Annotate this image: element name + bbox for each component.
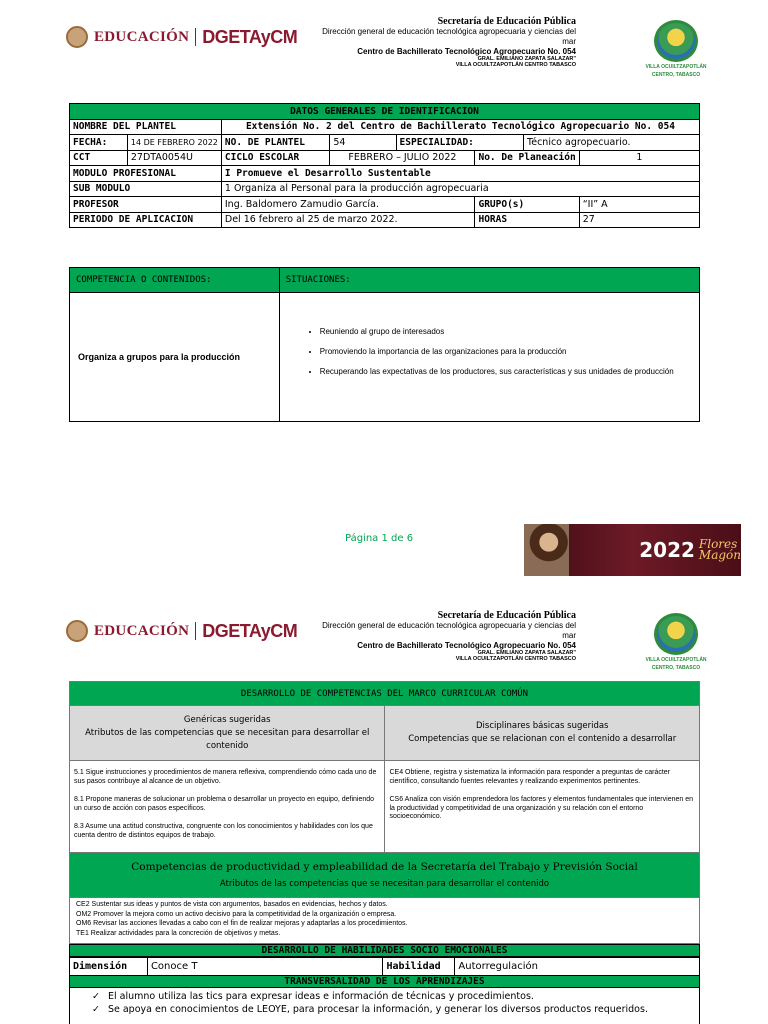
cct-label: CCT [70,150,128,166]
especialidad-label: ESPECIALIDAD: [396,135,524,151]
cct-value: 27DTA0054U [127,150,221,166]
productividad-subtitle: Atributos de las competencias que se necesitan para desarrollar el contenido [219,879,550,889]
nombre-value: Extensión No. 2 del Centro de Bachillerato Tecnológico Agropecuario No. 054 [221,119,699,135]
situaciones-list [280,327,699,377]
header-general: GRAL. EMILIANO ZAPATA SALAZAR" [477,56,576,62]
disciplinar-item: CE4 Obtiene, registra y sistematiza la información para responder a preguntas de carácter científico, consultando fuentes relevantes y realizando experimentos pertinentes. [389,769,671,785]
transversalidad-text: Se apoya en conocimientos de LEOYE, para procesar la información, y generar los diversos productos requeridos. [107,1004,648,1015]
genericas-list [70,761,385,859]
genericas-title: Genéricas sugeridas [183,714,271,725]
periodo-value: Del 16 febrero al 25 de marzo 2022. [221,212,475,228]
header-villa: VILLA OCUILTZAPOTLÁN CENTRO TABASCO [455,62,576,68]
portrait-image [524,524,569,576]
productividad-header [69,852,700,898]
situacion-item: • Reuniendo al grupo de interesados [320,327,687,337]
banner-year: 2022 [639,538,695,562]
transversalidad-text: El alumno utiliza las tics para expresar ideas e información de técnicas y procedimientos. [107,991,534,1002]
ciclo-value: FEBRERO – JULIO 2022 [330,150,475,166]
banner-name-1: Flores [698,537,738,551]
disciplinares-list [385,761,700,859]
disciplinares-subtitle: Competencias que se relacionan con el contenido a desarrollar [408,734,677,744]
habilidades-table [69,957,700,976]
school-emblem [636,20,716,78]
transversalidad-list [69,988,700,1024]
checkmark-icon: ✓ [92,991,100,1002]
logo-educacion: EDUCACIÓN [94,622,190,639]
productividad-list [69,898,700,944]
planeacion-label: No. De Planeación [475,150,579,166]
no-plantel-label: NO. DE PLANTEL [221,135,329,151]
productividad-title: Competencias de productividad y empleabilidad de la Secretaría del Trabajo y Previsión Social [131,861,638,873]
header-text [296,16,576,68]
periodo-label: PERIODO DE APLICACION [70,212,222,228]
desarrollo-table [69,681,700,859]
identification-table [69,103,700,228]
submodulo-label: SUB MODULO [70,181,222,197]
dimension-value: Conoce T [147,958,383,976]
dimension-label: Dimensión [70,958,148,976]
emblem-caption-2: CENTRO, TABASCO [651,72,701,78]
generica-item: 5.1 Sigue instrucciones y procedimientos de manera reflexiva, comprendiendo cómo cada uno de sus pasos contribuye al alcance de un objetivo. [74,769,377,785]
habilidad-label: Habilidad [383,958,455,976]
modulo-label: MODULO PROFESIONAL [70,166,222,182]
grupo-label: GRUPO(s) [475,197,579,213]
checkmark-icon: ✓ [92,1004,100,1015]
logo-dgetaycm: DGETAyCM [202,620,298,641]
especialidad-value: Técnico agropecuario. [524,135,700,151]
emblem-caption-1: VILLA OCUILTZAPOTLÁN [645,64,707,70]
profesor-value: Ing. Baldomero Zamudio García. [221,197,475,213]
transversalidad-item [92,990,699,1003]
logo-divider [195,28,196,46]
header-centro: Centro de Bachillerato Tecnológico Agropecuario No. 054 [357,47,576,56]
transversalidad-item [92,1003,699,1016]
logo-divider [195,622,196,640]
productividad-item: TE1 Realizar actividades para la concreción de objetivos y metas. [76,929,281,937]
header-text-p2 [296,610,576,662]
generica-item: 8.3 Asume una actitud constructiva, congruente con los conocimientos y habilidades con los que cuenta dentro de distintos equipos de trabajo. [74,823,373,839]
emblem-caption-2: CENTRO, TABASCO [651,665,701,671]
school-emblem-p2 [636,613,716,671]
productividad-item: OM6 Revisar las acciones llevadas a cabo con el fin de realizar mejoras y adaptarlas a los procedimientos. [76,920,408,927]
page-number: Página 1 de 6 [345,533,414,544]
competencia-header: COMPETENCIA O CONTENIDOS: [70,268,280,293]
horas-value: 27 [579,212,699,228]
fecha-value: 14 DE FEBRERO 2022 [127,135,221,151]
generica-item: 8.1 Propone maneras de solucionar un problema o desarrollar un proyecto en equipo, definiendo un curso de acción con pasos específicos. [74,796,375,812]
grupo-value: “II” A [579,197,699,213]
genericas-subtitle: Atributos de las competencias que se necesitan para desarrollar el contenido [85,727,370,751]
submodulo-value: 1 Organiza al Personal para la producción agropecuaria [221,181,699,197]
header-villa: VILLA OCUILTZAPOTLÁN CENTRO TABASCO [455,656,576,662]
productividad-item: OM2 Promover la mejora como un activo decisivo para la competitividad de la organización o empresa. [76,910,397,918]
productividad-item: CE2 Sustentar sus ideas y puntos de vista con argumentos, basados en evidencias, hechos y datos. [76,901,388,908]
disciplinares-header [385,706,700,761]
datos-title: DATOS GENERALES DE IDENTIFICACION [70,104,700,120]
school-emblem-icon [654,20,698,62]
situacion-item: • Recuperando las expectativas de los productores, sus características y sus unidades de producción [320,367,687,377]
disciplinares-title: Disciplinares básicas sugeridas [475,721,609,731]
habilidad-value: Autorregulación [455,958,700,976]
planeacion-value: 1 [579,150,699,166]
logo-educacion: EDUCACIÓN [94,28,190,45]
header-secretaria: Secretaría de Educación Pública [437,610,576,621]
sep-seal-icon [66,26,88,48]
modulo-value: I Promueve el Desarrollo Sustentable [221,166,699,182]
sep-seal-icon [66,620,88,642]
disciplinar-item: CS6 Analiza con visión emprendedora los factores y elementos fundamentales que intervienen en la productividad y competitividad de una organización y su relación con el entorno socioeconómico. [389,796,693,820]
situacion-item: • Promoviendo la importancia de las organizaciones para la producción [320,347,687,357]
habilidades-title: DESARROLLO DE HABILIDADES SOCIO EMOCIONALES [69,944,700,957]
logo-dgetaycm: DGETAyCM [202,26,298,47]
profesor-label: PROFESOR [70,197,222,213]
no-plantel-value: 54 [330,135,396,151]
header-logo [66,26,297,48]
header-centro: Centro de Bachillerato Tecnológico Agropecuario No. 054 [357,641,576,650]
flores-magon-banner [524,524,741,576]
nombre-label: NOMBRE DEL PLANTEL [70,119,222,135]
header-direccion-1: Dirección general de educación tecnológica agropecuaria y ciencias del [322,621,576,630]
header-logo-p2 [66,620,297,642]
header-direccion-2: mar [562,631,576,640]
fecha-label: FECHA: [70,135,128,151]
competencia-table [69,267,700,422]
banner-name [695,539,741,561]
competencia-contenido: Organiza a grupos para la producción [70,293,280,422]
transversalidad-title: TRANSVERSALIDAD DE LOS APRENDIZAJES [69,975,700,988]
situaciones-header: SITUACIONES: [279,268,699,293]
situaciones-cell [279,293,699,422]
genericas-header [70,706,385,761]
header-direccion-2: mar [562,37,576,46]
header-direccion-1: Dirección general de educación tecnológica agropecuaria y ciencias del [322,27,576,36]
emblem-caption-1: VILLA OCUILTZAPOTLÁN [645,657,707,663]
header-general: GRAL. EMILIANO ZAPATA SALAZAR" [477,650,576,656]
desarrollo-title: DESARROLLO DE COMPETENCIAS DEL MARCO CURRICULAR COMÚN [70,682,700,706]
banner-name-2: Magón [698,548,741,562]
header-secretaria: Secretaría de Educación Pública [437,16,576,27]
horas-label: HORAS [475,212,579,228]
school-emblem-icon [654,613,698,655]
ciclo-label: CICLO ESCOLAR [221,150,329,166]
